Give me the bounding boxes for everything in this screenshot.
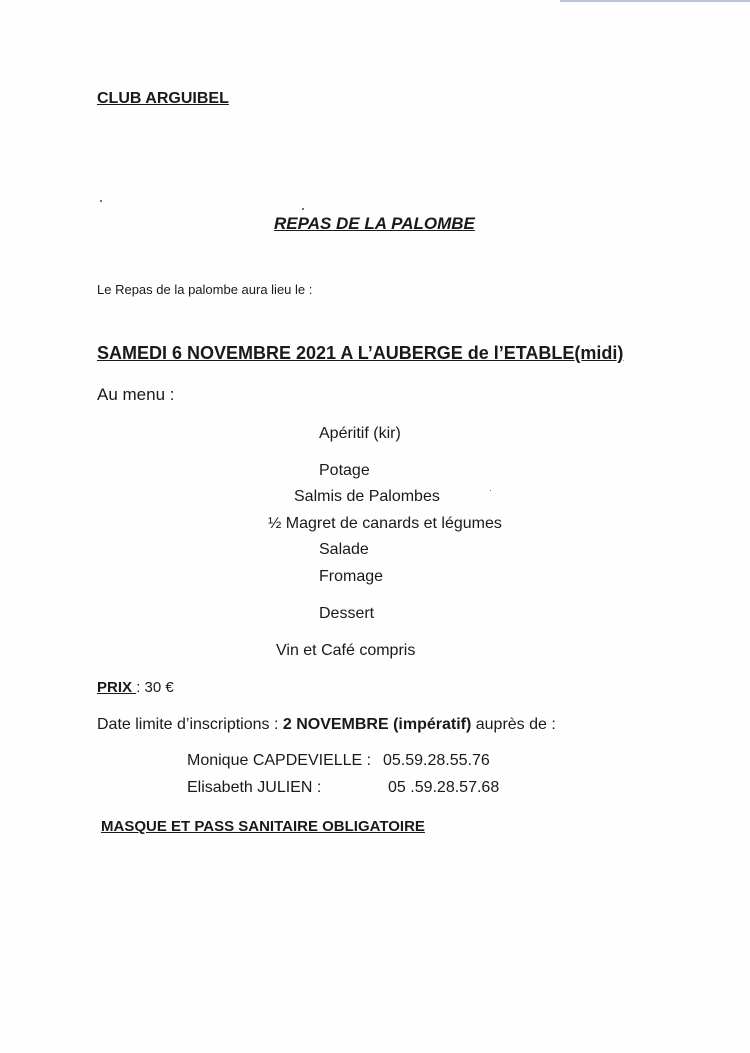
contact-phone: 05 .59.28.57.68 <box>388 779 500 796</box>
menu-item: Fromage <box>319 568 384 585</box>
deadline-prefix: Date limite d’inscriptions : <box>97 716 283 733</box>
scan-speck <box>100 200 102 202</box>
health-requirement-notice: MASQUE ET PASS SANITAIRE OBLIGATOIRE <box>101 818 425 835</box>
event-title: REPAS DE LA PALOMBE <box>274 214 475 233</box>
contact-phone: 05.59.28.55.76 <box>383 752 490 769</box>
price-label: PRIX <box>97 679 137 696</box>
menu-label: Au menu : <box>97 385 175 404</box>
event-date-location: SAMEDI 6 NOVEMBRE 2021 A L’AUBERGE de l’ETABLE(midi) <box>97 343 624 363</box>
menu-item: Salmis de Palombes <box>294 488 440 505</box>
menu-item: Dessert <box>319 605 375 622</box>
scan-speck <box>302 208 304 210</box>
contact-name: Elisabeth JULIEN : <box>187 779 322 796</box>
scan-speck <box>490 490 491 491</box>
intro-text: Le Repas de la palombe aura lieu le : <box>97 282 313 297</box>
price-value: : 30 € <box>136 679 174 696</box>
menu-item: Potage <box>319 462 370 479</box>
menu-item: ½ Magret de canards et légumes <box>268 515 502 532</box>
scan-edge-line <box>560 0 750 2</box>
contact-name: Monique CAPDEVIELLE : <box>187 752 372 769</box>
price-line <box>97 679 174 696</box>
club-name: CLUB ARGUIBEL <box>97 90 229 107</box>
registration-deadline <box>97 716 556 734</box>
deadline-date: 2 NOVEMBRE (impératif) <box>282 716 472 733</box>
menu-item-drinks: Vin et Café compris <box>276 642 416 659</box>
menu-item: Salade <box>319 541 369 558</box>
deadline-suffix: auprès de : <box>471 716 556 733</box>
menu-item: Apéritif (kir) <box>319 425 401 442</box>
